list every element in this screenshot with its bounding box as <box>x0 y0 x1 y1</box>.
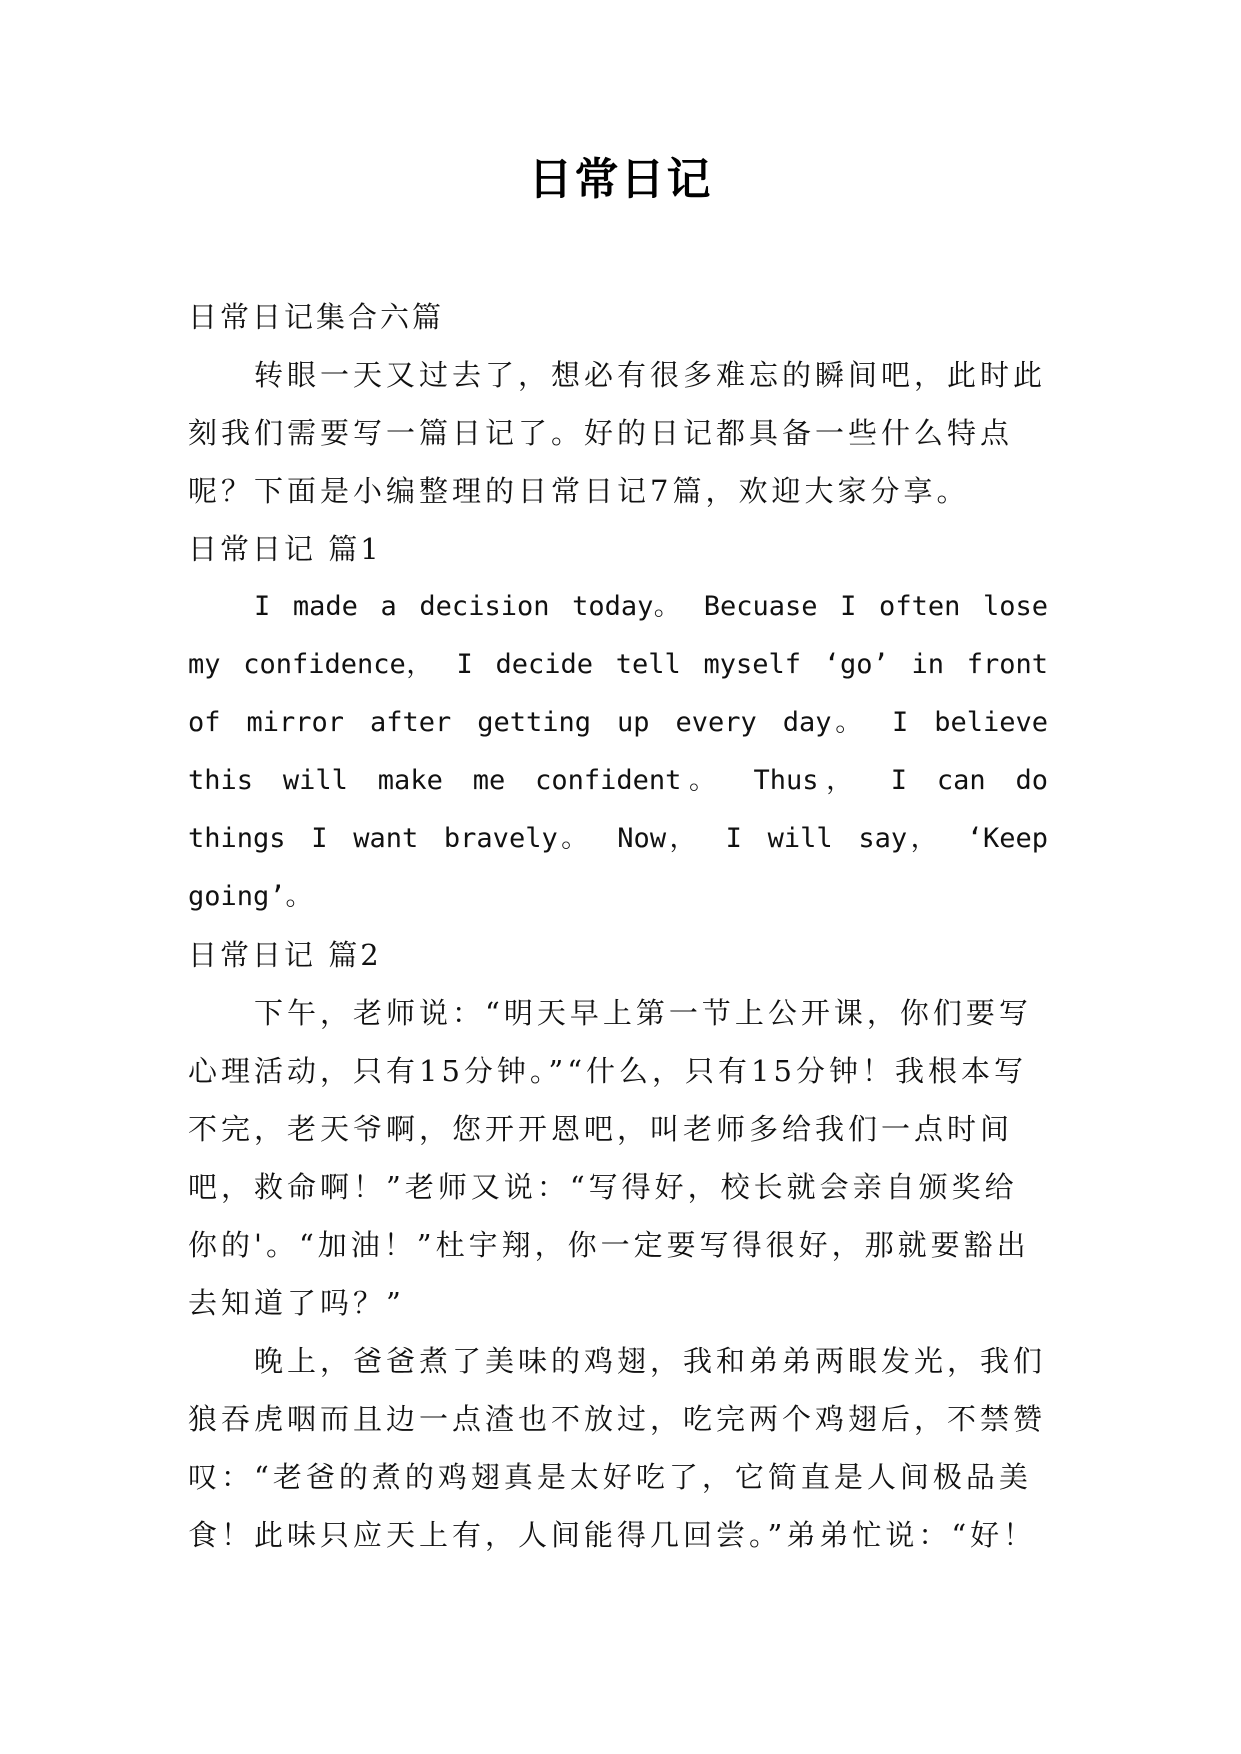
section-paragraph: 晚上，爸爸煮了美味的鸡翅，我和弟弟两眼发光，我们狼吞虎咽而且边一点渣也不放过，吃完两个鸡翅后，不禁赞叹：“老爸的煮的鸡翅真是太好吃了，它简直是人间极品美食！此味只应天上有，人间能得几回尝。”弟弟忙说：“好！ <box>188 1344 1047 1552</box>
section-heading: 日常日记 篇2 <box>188 938 382 972</box>
document-body <box>188 288 1048 1564</box>
section-heading: 日常日记 篇1 <box>188 532 382 566</box>
intro-paragraph: 转眼一天又过去了，想必有很多难忘的瞬间吧，此时此刻我们需要写一篇日记了。好的日记都具备一些什么特点呢？下面是小编整理的日常日记7篇，欢迎大家分享。 <box>188 358 1047 508</box>
document-title: 日常日记 <box>528 154 713 205</box>
section-paragraph: I made a decision today。 Becuase I often lose my confidence， I decide tell myself ‘go’ in front of mirror after getting up every day。 I believe this will make me confident。 Thus， I can do things I want bravely。 Now， I will say， ‘Keep going’。 <box>188 591 1048 912</box>
section-paragraph: 下午，老师说：“明天早上第一节上公开课，你们要写心理活动，只有15分钟。”“什么，只有15分钟！我根本写不完，老天爷啊，您开开恩吧，叫老师多给我们一点时间吧，救命啊！”老师又说：“写得好，校长就会亲自颁奖给你的'。“加油！”杜宇翔，你一定要写得很好，那就要豁出去知道了吗？” <box>188 996 1032 1320</box>
document-subtitle: 日常日记集合六篇 <box>188 300 445 334</box>
